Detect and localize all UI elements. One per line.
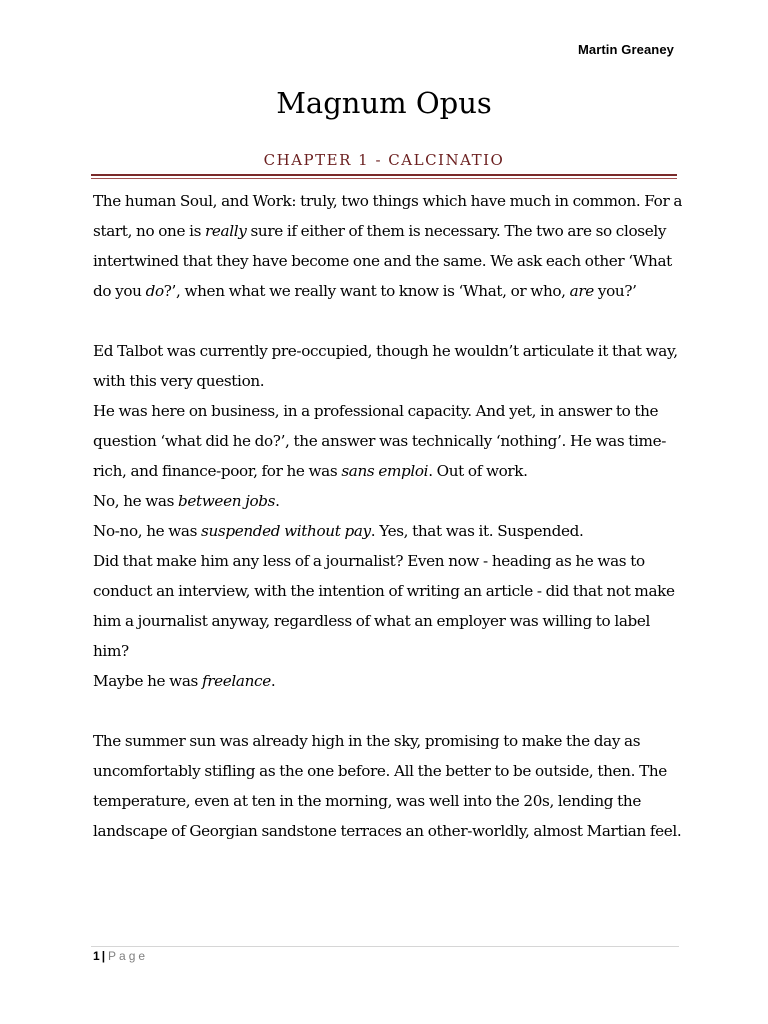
emphasis-run: do — [145, 282, 164, 300]
paragraph-suspended — [93, 516, 683, 546]
emphasis-run: between jobs — [178, 492, 276, 510]
text-run: . Out of work. — [428, 462, 528, 480]
paragraph-soul-and-work — [93, 186, 683, 306]
header-author: Martin Greaney — [577, 42, 674, 57]
text-run: ?’, when what we really want to know is ‘What, or who, — [163, 282, 570, 300]
emphasis-run: sans emploi — [341, 462, 429, 480]
page-number: 1 — [93, 949, 100, 963]
footer-page-indicator — [93, 949, 148, 963]
paragraph-between-jobs — [93, 486, 683, 516]
chapter-rule-thin — [91, 178, 677, 179]
text-run: He was here on business, in a professional capacity. And yet, in answer to the question ‘what did he do?’, the answer was technically ‘nothing’. He was time-rich, and finance-poor, for he was — [93, 402, 666, 480]
text-run: The human Soul, and Work: truly, two things which have much in common. For a start, no one is — [93, 192, 683, 240]
emphasis-run: are — [569, 282, 594, 300]
page-separator: | — [101, 949, 106, 963]
text-run: . — [275, 492, 280, 510]
text-run: sure if either of them is necessary. The two are so closely intertwined that they have become one and the same. We ask each other ‘What do you — [93, 222, 672, 300]
emphasis-run: suspended without pay — [201, 522, 371, 540]
page-label: Page — [108, 949, 149, 963]
chapter-heading: CHAPTER 1 - CALCINATIO — [263, 151, 505, 169]
text-run: No-no, he was — [93, 522, 202, 540]
text-run: No, he was — [93, 492, 179, 510]
paragraph-gap — [93, 306, 683, 336]
paragraph-ed-talbot: Ed Talbot was currently pre-occupied, though he wouldn’t articulate it that way, with this very question. — [93, 342, 678, 390]
emphasis-run: really — [205, 222, 247, 240]
paragraph-business — [93, 396, 683, 486]
paragraph-gap — [93, 696, 683, 726]
text-run: you?’ — [593, 282, 637, 300]
body-text — [93, 186, 683, 846]
document-title: Magnum Opus — [276, 86, 492, 120]
paragraph-freelance — [93, 666, 683, 696]
text-run: . Yes, that was it. Suspended. — [370, 522, 584, 540]
footer-rule — [91, 946, 679, 947]
paragraph-summer-sun: The summer sun was already high in the sky, promising to make the day as uncomfortably stifling as the one before. All the better to be outside, then. The temperature, even at ten in the morning, was well into the 20s, lending the landscape of Georgian sandstone terraces an other-worldly, almost Martian feel. — [93, 732, 682, 840]
text-run: Maybe he was — [93, 672, 202, 690]
paragraph-journalist: Did that make him any less of a journalist? Even now - heading as he was to conduct an interview, with the intention of writing an article - did that not make him a journalist anyway, regardless of what an employer was willing to label him? — [93, 552, 675, 660]
emphasis-run: freelance — [201, 672, 271, 690]
text-run: . — [270, 672, 276, 690]
chapter-rule-thick — [91, 174, 677, 176]
